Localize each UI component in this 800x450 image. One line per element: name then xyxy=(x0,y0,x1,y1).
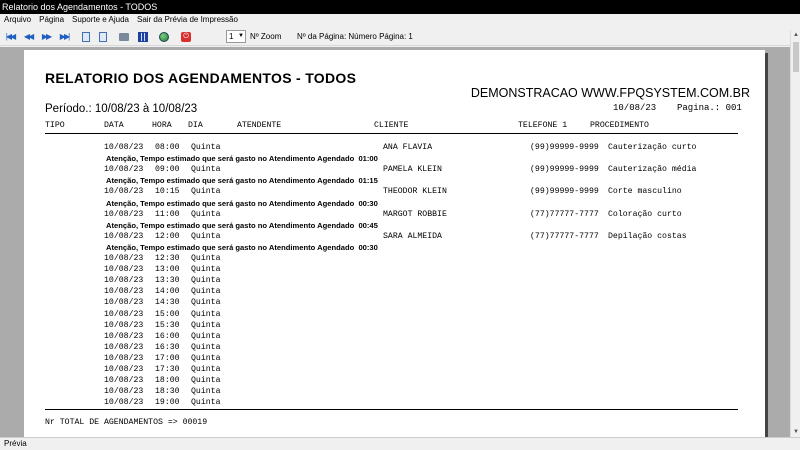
slot-date: 10/08/23 xyxy=(104,287,144,297)
row-date: 10/08/23 xyxy=(104,165,144,175)
row-day: Quinta xyxy=(191,165,221,175)
slot-date: 10/08/23 xyxy=(104,331,144,341)
row-time: 11:00 xyxy=(155,209,180,219)
slot-date: 10/08/23 xyxy=(104,387,144,397)
vertical-scrollbar[interactable] xyxy=(790,30,800,437)
row-procedure: Cauterização curto xyxy=(608,143,697,152)
preview-viewport[interactable] xyxy=(0,47,790,437)
first-page-icon[interactable]: |◀◀ xyxy=(5,32,15,41)
row-day: Quinta xyxy=(191,187,221,197)
page-number-label: Nº da Página: Número Página: 1 xyxy=(297,32,413,41)
export-grid-icon[interactable] xyxy=(137,30,149,43)
footer-rule xyxy=(45,409,738,410)
row-time: 09:00 xyxy=(155,165,180,175)
row-client: SARA ALMEIDA xyxy=(383,231,442,241)
row-time: 10:15 xyxy=(155,187,180,197)
scroll-up-icon[interactable]: ▲ xyxy=(793,32,799,38)
slot-day: Quinta xyxy=(191,353,221,363)
web-export-icon[interactable] xyxy=(158,30,170,43)
print-date: 10/08/23 xyxy=(613,103,657,113)
company-name: DEMONSTRACAO WWW.FPQSYSTEM.COM.BR xyxy=(470,86,750,100)
row-day: Quinta xyxy=(191,209,221,219)
slot-day: Quinta xyxy=(191,342,221,352)
slot-time: 18:30 xyxy=(155,387,180,397)
row-procedure: Coloração curto xyxy=(608,209,682,219)
slot-time: 14:30 xyxy=(155,298,180,308)
row-phone: (77)77777-7777 xyxy=(530,231,599,241)
slot-day: Quinta xyxy=(191,376,221,386)
menu-arquivo[interactable]: Arquivo xyxy=(4,15,32,24)
slot-time: 15:30 xyxy=(155,320,180,330)
row-duration-note: Atenção, Tempo estimado que será gasto no Atendimento Agendado 00:30 xyxy=(106,198,378,208)
slot-date: 10/08/23 xyxy=(104,342,144,352)
header-data: DATA xyxy=(104,121,124,130)
header-cliente: CLIENTE xyxy=(374,121,409,130)
chevron-down-icon: ▼ xyxy=(238,33,244,39)
header-hora: HORA xyxy=(152,121,172,130)
menu-pagina[interactable]: Página xyxy=(39,15,65,24)
row-phone: (99)99999-9999 xyxy=(530,143,599,152)
slot-time: 14:00 xyxy=(155,287,180,297)
slot-time: 17:00 xyxy=(155,353,180,363)
row-day: Quinta xyxy=(191,143,221,152)
slot-day: Quinta xyxy=(191,387,221,397)
print-icon[interactable] xyxy=(118,30,130,43)
slot-day: Quinta xyxy=(191,276,221,286)
slot-date: 10/08/23 xyxy=(104,309,144,319)
row-procedure: Depilação costas xyxy=(608,231,687,241)
slot-date: 10/08/23 xyxy=(104,298,144,308)
slot-time: 17:30 xyxy=(155,365,180,374)
scroll-thumb[interactable] xyxy=(793,42,799,72)
header-procedimento: PROCEDIMENTO xyxy=(590,121,649,130)
header-rule xyxy=(45,133,738,134)
row-time: 08:00 xyxy=(155,143,180,152)
row-date: 10/08/23 xyxy=(104,209,144,219)
close-preview-icon[interactable]: ⏻ xyxy=(180,30,192,43)
report-page xyxy=(24,50,765,437)
row-date: 10/08/23 xyxy=(104,143,144,152)
row-date: 10/08/23 xyxy=(104,187,144,197)
row-date: 10/08/23 xyxy=(104,231,144,241)
window-title: Relatorio dos Agendamentos - TODOS xyxy=(0,0,800,14)
row-procedure: Corte masculino xyxy=(608,187,682,197)
row-client: ANA FLAVIA xyxy=(383,143,433,152)
slot-date: 10/08/23 xyxy=(104,398,144,408)
row-duration-note: Atenção, Tempo estimado que será gasto no Atendimento Agendado 01:00 xyxy=(106,154,378,164)
row-client: PAMELA KLEIN xyxy=(383,165,442,175)
status-bar: Prévia xyxy=(0,437,800,450)
row-client: THEODOR KLEIN xyxy=(383,187,447,197)
slot-day: Quinta xyxy=(191,398,221,408)
row-duration-note: Atenção, Tempo estimado que será gasto no Atendimento Agendado 00:30 xyxy=(106,242,378,252)
report-period: Período.: 10/08/23 à 10/08/23 xyxy=(45,103,198,115)
last-page-icon[interactable]: ▶▶| xyxy=(59,32,69,41)
row-phone: (99)99999-9999 xyxy=(530,187,599,197)
total-agendamentos: Nr TOTAL DE AGENDAMENTOS => 00019 xyxy=(45,418,208,427)
slot-time: 18:00 xyxy=(155,376,180,386)
scroll-down-icon[interactable]: ▼ xyxy=(793,429,799,435)
slot-time: 19:00 xyxy=(155,398,180,408)
row-phone: (99)99999-9999 xyxy=(530,165,599,175)
slot-time: 15:00 xyxy=(155,309,180,319)
page-view-icon[interactable] xyxy=(97,30,109,43)
menu-suporte[interactable]: Suporte e Ajuda xyxy=(72,15,129,24)
slot-date: 10/08/23 xyxy=(104,376,144,386)
zoom-value: 1 xyxy=(229,32,234,41)
header-tipo: TIPO xyxy=(45,121,65,130)
slot-date: 10/08/23 xyxy=(104,365,144,374)
row-day: Quinta xyxy=(191,231,221,241)
row-duration-note: Atenção, Tempo estimado que será gasto no Atendimento Agendado 00:45 xyxy=(106,220,378,230)
slot-day: Quinta xyxy=(191,265,221,275)
slot-date: 10/08/23 xyxy=(104,320,144,330)
next-page-icon[interactable]: ▶▶ xyxy=(41,32,51,41)
menu-sair-previa[interactable]: Sair da Prévia de Impressão xyxy=(136,15,238,24)
slot-day: Quinta xyxy=(191,287,221,297)
slot-day: Quinta xyxy=(191,254,221,263)
slot-time: 16:00 xyxy=(155,331,180,341)
slot-time: 12:30 xyxy=(155,254,180,263)
row-duration-note: Atenção, Tempo estimado que será gasto no Atendimento Agendado 01:15 xyxy=(106,176,378,186)
menu-bar xyxy=(0,14,800,26)
single-page-icon[interactable] xyxy=(80,30,92,43)
slot-date: 10/08/23 xyxy=(104,276,144,286)
prev-page-icon[interactable]: ◀◀ xyxy=(23,32,33,41)
slot-day: Quinta xyxy=(191,298,221,308)
slot-day: Quinta xyxy=(191,309,221,319)
row-client: MARGOT ROBBIE xyxy=(383,209,447,219)
slot-date: 10/08/23 xyxy=(104,353,144,363)
page-number: Pagina.: 001 xyxy=(677,103,742,113)
row-time: 12:00 xyxy=(155,231,180,241)
header-atendente: ATENDENTE xyxy=(237,121,282,130)
slot-day: Quinta xyxy=(191,365,221,374)
header-dia: DIA xyxy=(188,121,203,130)
row-procedure: Cauterização média xyxy=(608,165,697,175)
slot-date: 10/08/23 xyxy=(104,254,144,263)
slot-time: 13:00 xyxy=(155,265,180,275)
report-title: RELATORIO DOS AGENDAMENTOS - TODOS xyxy=(45,70,357,86)
slot-day: Quinta xyxy=(191,331,221,341)
slot-time: 16:30 xyxy=(155,342,180,352)
slot-time: 13:30 xyxy=(155,276,180,286)
row-phone: (77)77777-7777 xyxy=(530,209,599,219)
slot-day: Quinta xyxy=(191,320,221,330)
zoom-select[interactable] xyxy=(226,30,246,43)
zoom-label: Nº Zoom xyxy=(250,32,282,41)
header-telefone: TELEFONE 1 xyxy=(518,121,568,130)
slot-date: 10/08/23 xyxy=(104,265,144,275)
